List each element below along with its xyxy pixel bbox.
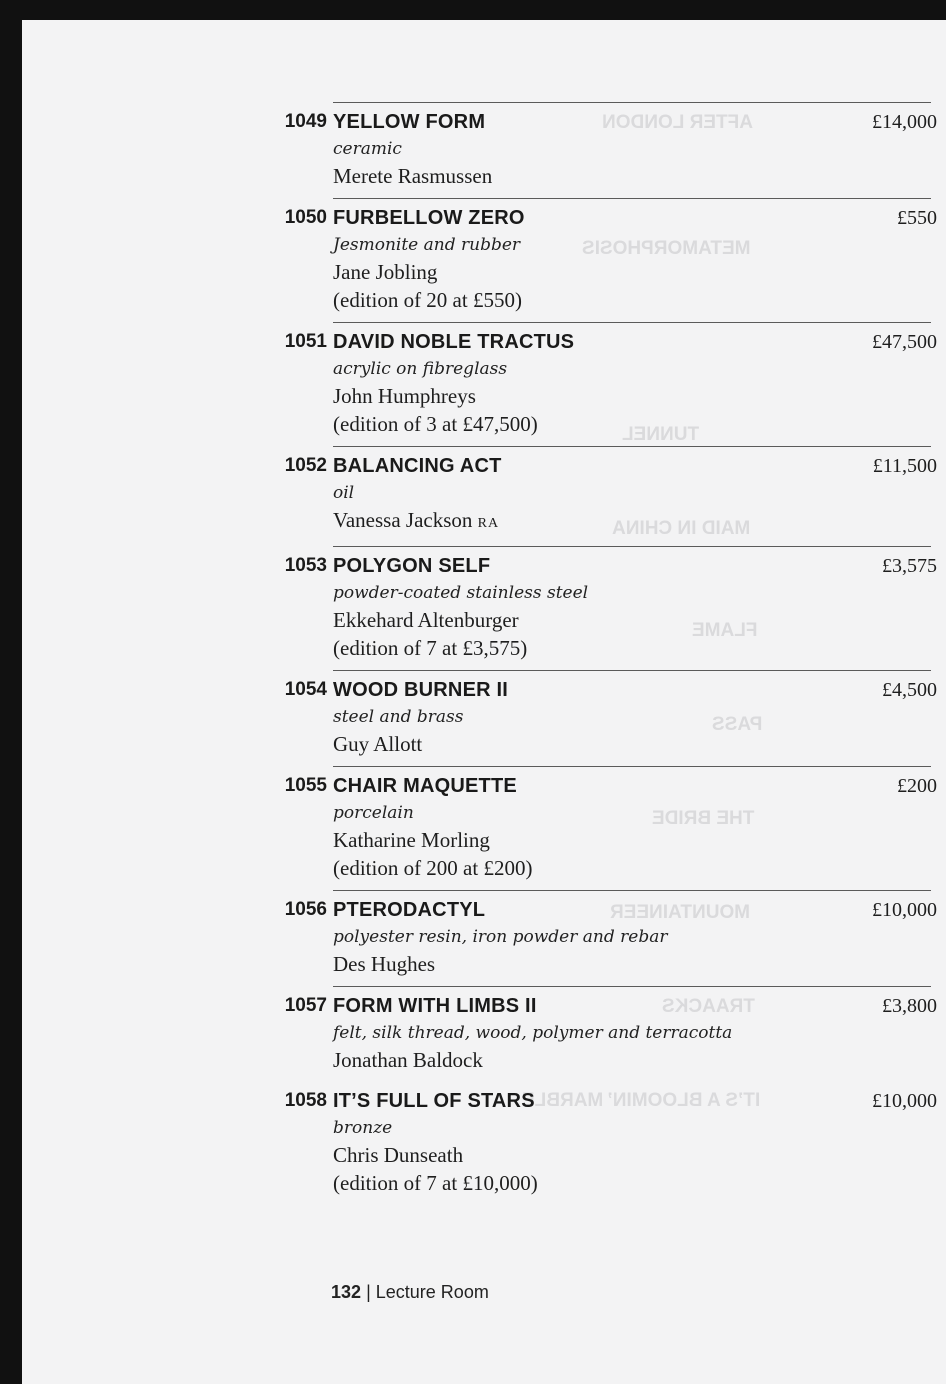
artwork-medium: polyester resin, iron powder and rebar xyxy=(333,927,668,947)
lot-number: 1049 xyxy=(284,111,327,132)
artwork-medium: felt, silk thread, wood, polymer and terracotta xyxy=(333,1023,733,1043)
artwork-medium: bronze xyxy=(333,1118,393,1138)
show-through-text: MAID IN CHINA xyxy=(612,518,751,539)
artwork-title: WOOD BURNER II xyxy=(333,679,509,701)
show-through-text: TUNNEL xyxy=(622,424,700,445)
show-through-text: TRAACKS xyxy=(662,996,755,1017)
artwork-title: CHAIR MAQUETTE xyxy=(333,775,517,797)
artwork-price: £11,500 xyxy=(872,455,937,477)
artwork-price: £3,800 xyxy=(882,995,937,1017)
edition-info: (edition of 7 at £10,000) xyxy=(333,1171,538,1195)
artwork-title: DAVID NOBLE TRACTUS xyxy=(333,331,575,353)
artist-name: Vanessa Jackson RA xyxy=(333,508,500,532)
catalogue-page xyxy=(22,20,946,1384)
artwork-medium: ceramic xyxy=(333,139,402,159)
edition-info: (edition of 7 at £3,575) xyxy=(333,636,528,660)
artwork-medium: powder-coated stainless steel xyxy=(333,583,589,603)
lot-number: 1058 xyxy=(284,1090,327,1111)
artwork-price: £10,000 xyxy=(872,1090,937,1112)
lot-entry xyxy=(284,1082,937,1205)
show-through-text: THE BRIDE xyxy=(652,808,755,829)
artist-name: Jane Jobling xyxy=(333,260,438,284)
artwork-medium: steel and brass xyxy=(333,707,464,727)
lot-entry xyxy=(284,546,937,670)
show-through-text: MOUNTAINEER xyxy=(610,902,751,923)
artist-name: Des Hughes xyxy=(333,952,436,976)
page-footer xyxy=(331,1282,489,1303)
page-number: 132 xyxy=(331,1282,362,1302)
lot-number: 1057 xyxy=(284,995,327,1016)
artist-suffix: RA xyxy=(477,516,500,531)
artist-name: Ekkehard Altenburger xyxy=(333,608,519,632)
lot-entry xyxy=(284,670,937,766)
artwork-medium: oil xyxy=(333,483,355,503)
lot-number: 1051 xyxy=(284,331,327,352)
show-through-text: IT’S A BLOOMIN’ MARBLE xyxy=(522,1090,761,1111)
artwork-price: £4,500 xyxy=(882,679,937,701)
lot-number: 1055 xyxy=(284,775,327,796)
show-through-text: PASS xyxy=(712,714,763,735)
artwork-medium: porcelain xyxy=(333,803,414,823)
lot-number: 1052 xyxy=(284,455,327,476)
lot-number: 1053 xyxy=(284,555,327,576)
artwork-title: IT’S FULL OF STARS xyxy=(333,1090,535,1112)
lot-entry xyxy=(284,766,937,890)
show-through-text: FLAME xyxy=(692,620,758,641)
footer-separator: | xyxy=(366,1282,371,1302)
lot-entry xyxy=(284,986,937,1082)
artwork-title: BALANCING ACT xyxy=(333,455,502,477)
lot-entry xyxy=(284,198,937,322)
artwork-price: £14,000 xyxy=(872,111,937,133)
artist-name: Merete Rasmussen xyxy=(333,164,493,188)
artwork-title: PTERODACTYL xyxy=(333,899,486,921)
artist-name: Jonathan Baldock xyxy=(333,1048,483,1072)
artist-name: Guy Allott xyxy=(333,732,423,756)
lot-entry xyxy=(284,446,937,546)
artwork-title: YELLOW FORM xyxy=(333,111,486,133)
artwork-medium: Jesmonite and rubber xyxy=(333,235,521,255)
section-name: Lecture Room xyxy=(375,1282,489,1302)
lot-number: 1056 xyxy=(284,899,327,920)
artwork-price: £10,000 xyxy=(872,899,937,921)
artwork-price: £200 xyxy=(897,775,937,797)
artist-name: John Humphreys xyxy=(333,384,476,408)
edition-info: (edition of 3 at £47,500) xyxy=(333,412,538,436)
artwork-title: FORM WITH LIMBS II xyxy=(333,995,537,1017)
artwork-title: FURBELLOW ZERO xyxy=(333,207,525,229)
edition-info: (edition of 200 at £200) xyxy=(333,856,533,880)
artist-name: Katharine Morling xyxy=(333,828,490,852)
lot-number: 1050 xyxy=(284,207,327,228)
artist-name: Chris Dunseath xyxy=(333,1143,464,1167)
artwork-price: £3,575 xyxy=(882,555,937,577)
show-through-text: AFTER LONDON xyxy=(602,112,753,133)
lot-entry xyxy=(284,102,937,198)
lot-number: 1054 xyxy=(284,679,327,700)
lot-entry xyxy=(284,322,937,446)
artwork-price: £550 xyxy=(897,207,937,229)
show-through-text: METAMORPHOSIS xyxy=(582,238,751,259)
artwork-price: £47,500 xyxy=(872,331,937,353)
lot-entry xyxy=(284,890,937,986)
artwork-medium: acrylic on fibreglass xyxy=(333,359,508,379)
lot-list xyxy=(22,102,946,1205)
artwork-title: POLYGON SELF xyxy=(333,555,491,577)
edition-info: (edition of 20 at £550) xyxy=(333,288,522,312)
